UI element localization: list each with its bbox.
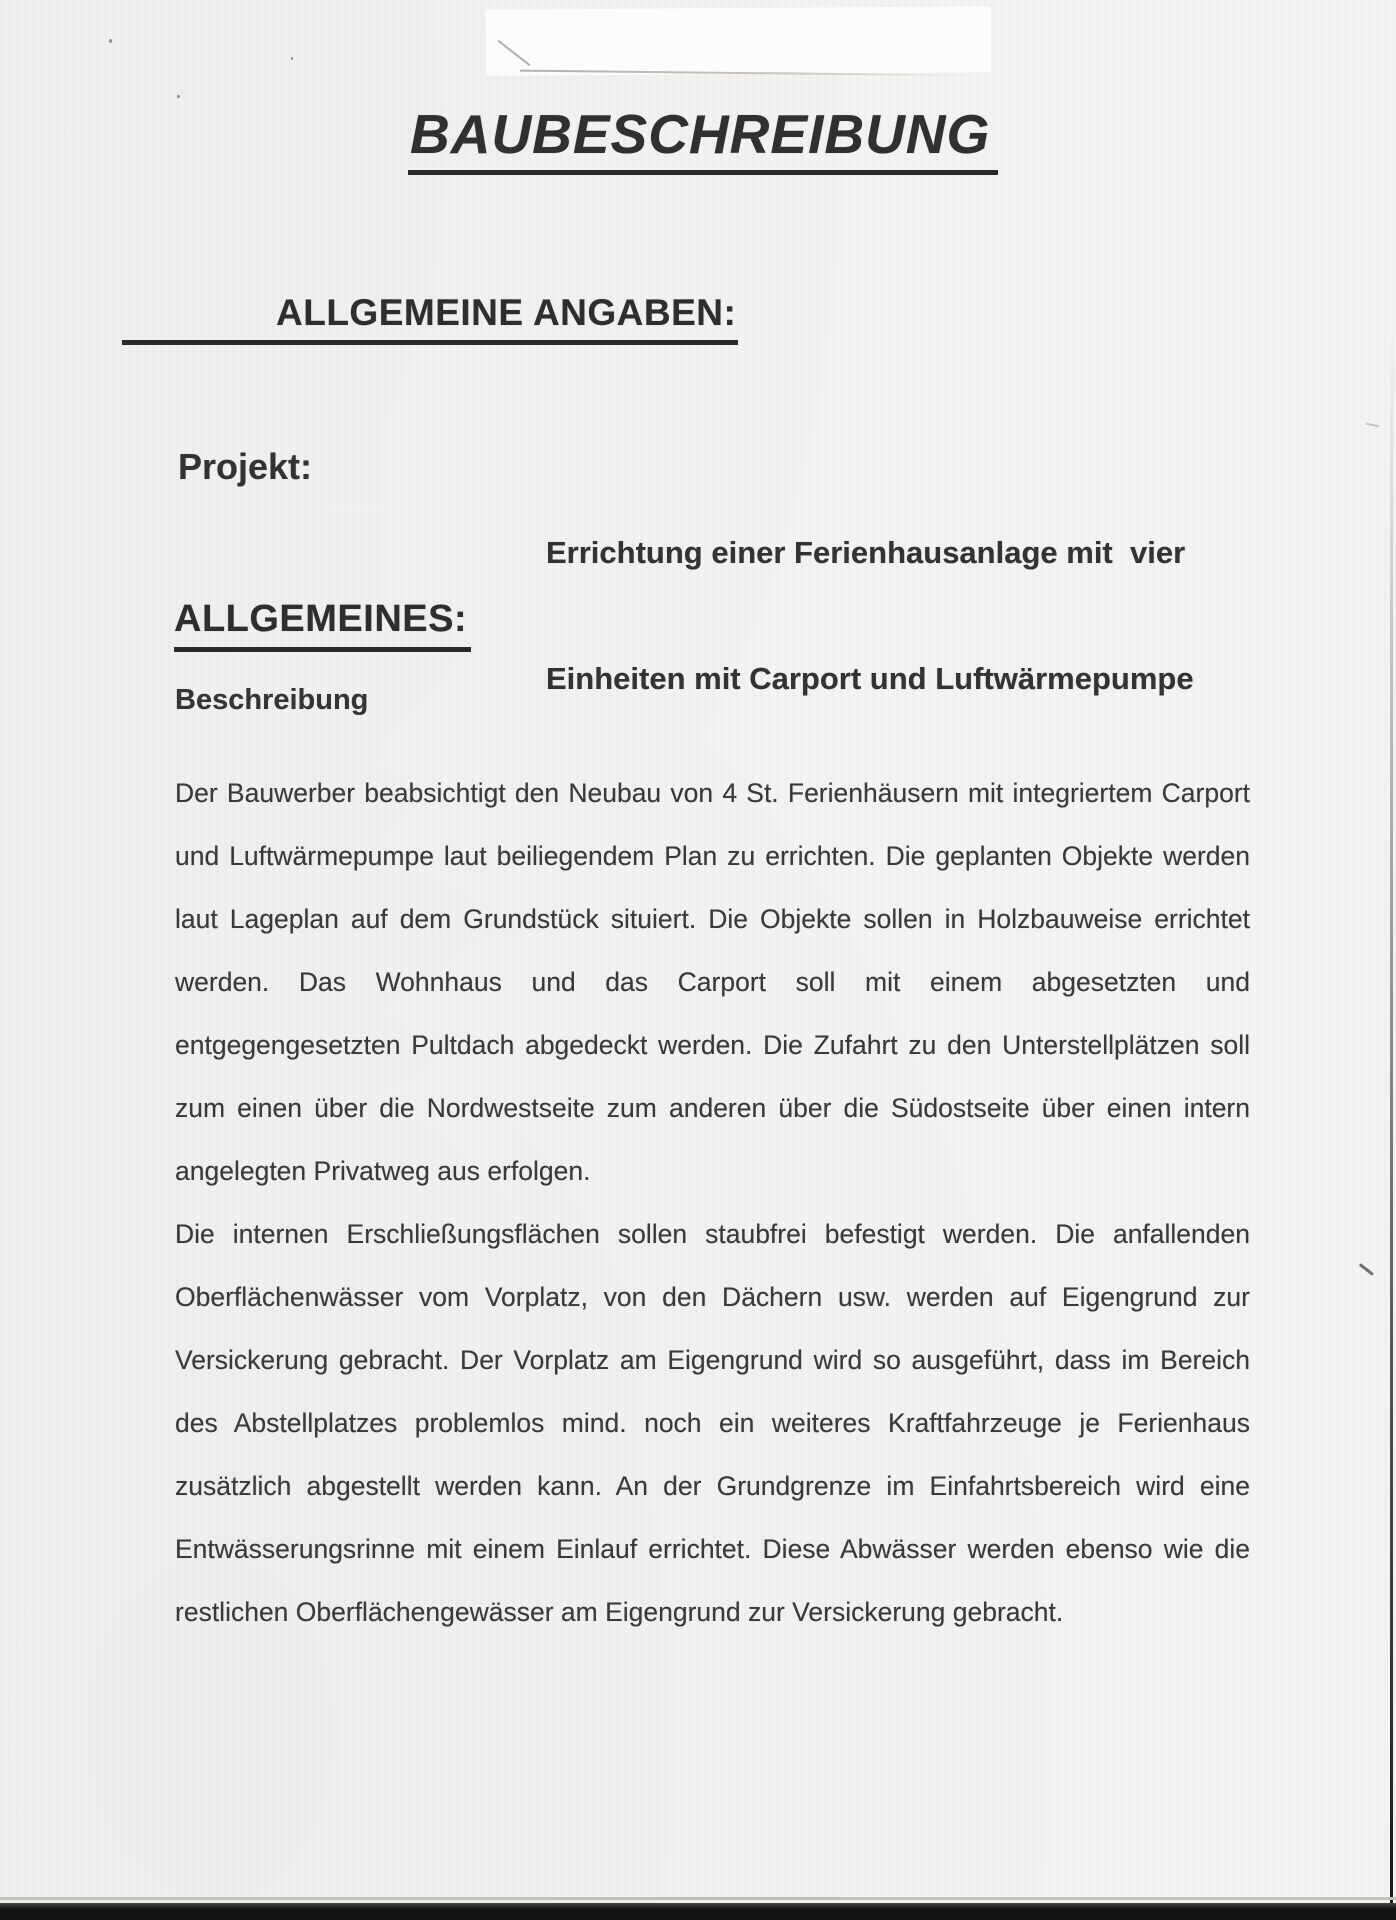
body-text-line-p1-2: und Luftwärmepumpe laut beiliegendem Plan zu errichten. Die geplanten Objekte werden <box>175 841 1250 871</box>
body-text-line-p1-1: Der Bauwerber beabsichtigt den Neubau von 4 St. Ferienhäusern mit integriertem Carport <box>175 778 1250 808</box>
body-text-line-p1-5: entgegengesetzten Pultdach abgedeckt werden. Die Zufahrt zu den Unterstellplätzen soll <box>175 1030 1250 1060</box>
body-text-line-p2-7: restlichen Oberflächengewässer am Eigengrund zur Versickerung gebracht. <box>175 1597 1064 1627</box>
section-heading-allgemeine-angaben: ALLGEMEINE ANGABEN: <box>122 292 738 345</box>
body-text-line-p2-3: Versickerung gebracht. Der Vorplatz am Eigengrund wird so ausgeführt, dass im Bereich <box>175 1345 1250 1375</box>
scan-edge-strip-bottom <box>0 1903 1396 1920</box>
project-value-line-2: Einheiten mit Carport und Luftwärmepumpe <box>546 661 1194 696</box>
document-title: BAUBESCHREIBUNG <box>408 102 998 175</box>
scan-speck <box>291 57 293 60</box>
section-heading-allgemeines: ALLGEMEINES: <box>174 598 471 652</box>
scan-speck <box>177 95 180 98</box>
scan-edge-shadow-right <box>1390 330 1393 1903</box>
body-text-line-p2-6: Entwässerungsrinne mit einem Einlauf errichtet. Diese Abwässer werden ebenso wie die <box>175 1534 1250 1564</box>
body-paragraphs <box>175 762 1250 1644</box>
body-text-line-p2-4: des Abstellplatzes problemlos mind. noch ein weiteres Kraftfahrzeuge je Ferienhaus <box>175 1408 1250 1438</box>
body-text-line-p1-7: angelegten Privatweg aus erfolgen. <box>175 1156 591 1186</box>
body-text-line-p2-1: Die internen Erschließungsflächen sollen staubfrei befestigt werden. Die anfallenden <box>175 1219 1250 1249</box>
body-text-line-p1-3: laut Lageplan auf dem Grundstück situiert. Die Objekte sollen in Holzbauweise errichtet <box>175 904 1250 934</box>
project-value-line-1: Errichtung einer Ferienhausanlage mit vier <box>546 535 1186 570</box>
description-subheading: Beschreibung <box>175 684 369 716</box>
body-text-line-p2-5: zusätzlich abgestellt werden kann. An der Grundgrenze im Einfahrtsbereich wird eine <box>175 1471 1250 1501</box>
project-value <box>546 448 1194 742</box>
body-text-line-p2-2: Oberflächenwässer vom Vorplatz, von den Dächern usw. werden auf Eigengrund zur <box>175 1282 1250 1312</box>
body-text-line-p1-4: werden. Das Wohnhaus und das Carport soll mit einem abgesetzten und <box>175 967 1250 997</box>
scan-artifact-label-patch <box>486 6 991 76</box>
body-text-line-p1-6: zum einen über die Nordwestseite zum anderen über die Südostseite über einen intern <box>175 1093 1250 1123</box>
project-label: Projekt: <box>178 446 313 487</box>
scan-edge-line-bottom <box>0 1897 1396 1900</box>
scan-speck <box>109 39 112 43</box>
